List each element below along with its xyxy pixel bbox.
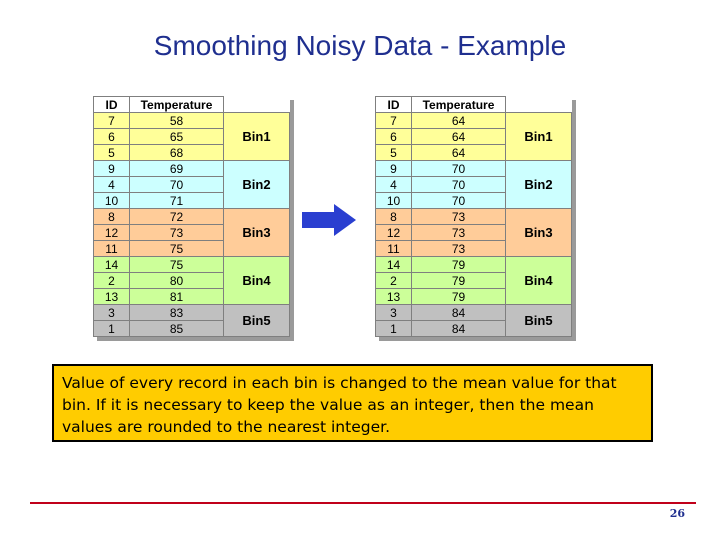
- cell-id: 6: [376, 129, 412, 145]
- cell-temperature: 73: [412, 225, 506, 241]
- cell-id: 12: [94, 225, 130, 241]
- header-id: ID: [94, 97, 130, 113]
- cell-bin-label: Bin2: [506, 161, 572, 209]
- table-row: [94, 305, 290, 321]
- table-row: [376, 257, 572, 273]
- cell-temperature: 73: [130, 225, 224, 241]
- cell-temperature: 75: [130, 257, 224, 273]
- cell-id: 11: [94, 241, 130, 257]
- cell-id: 2: [94, 273, 130, 289]
- cell-id: 7: [376, 113, 412, 129]
- cell-id: 6: [94, 129, 130, 145]
- header-temperature: Temperature: [412, 97, 506, 113]
- page-number: 26: [669, 507, 685, 520]
- cell-temperature: 83: [130, 305, 224, 321]
- cell-id: 8: [376, 209, 412, 225]
- cell-bin-label: Bin1: [224, 113, 290, 161]
- cell-id: 1: [376, 321, 412, 337]
- cell-temperature: 80: [130, 273, 224, 289]
- cell-temperature: 84: [412, 321, 506, 337]
- cell-id: 9: [94, 161, 130, 177]
- header-bin: [224, 97, 290, 113]
- cell-bin-label: Bin4: [224, 257, 290, 305]
- cell-id: 2: [376, 273, 412, 289]
- cell-temperature: 72: [130, 209, 224, 225]
- table-row: [376, 305, 572, 321]
- cell-temperature: 81: [130, 289, 224, 305]
- table-header-row: [94, 97, 290, 113]
- cell-id: 5: [94, 145, 130, 161]
- cell-id: 1: [94, 321, 130, 337]
- cell-temperature: 64: [412, 129, 506, 145]
- cell-bin-label: Bin5: [224, 305, 290, 337]
- cell-temperature: 73: [412, 209, 506, 225]
- cell-id: 13: [376, 289, 412, 305]
- right-arrow-icon: [300, 203, 358, 237]
- cell-temperature: 75: [130, 241, 224, 257]
- cell-bin-label: Bin1: [506, 113, 572, 161]
- cell-temperature: 68: [130, 145, 224, 161]
- cell-temperature: 65: [130, 129, 224, 145]
- table-row: [94, 257, 290, 273]
- cell-bin-label: Bin4: [506, 257, 572, 305]
- cell-id: 13: [94, 289, 130, 305]
- table-row: [376, 161, 572, 177]
- cell-bin-label: Bin2: [224, 161, 290, 209]
- cell-id: 3: [376, 305, 412, 321]
- header-id: ID: [376, 97, 412, 113]
- cell-id: 8: [94, 209, 130, 225]
- header-bin: [506, 97, 572, 113]
- table-header-row: [376, 97, 572, 113]
- cell-id: 12: [376, 225, 412, 241]
- cell-id: 10: [376, 193, 412, 209]
- cell-bin-label: Bin3: [224, 209, 290, 257]
- table-smoothed-values: [375, 96, 572, 337]
- cell-id: 14: [376, 257, 412, 273]
- cell-temperature: 64: [412, 145, 506, 161]
- cell-temperature: 70: [412, 193, 506, 209]
- cell-temperature: 58: [130, 113, 224, 129]
- explanation-note: Value of every record in each bin is changed to the mean value for that bin. If it is necessary to keep the value as an integer, then the mean values are rounded to the nearest integer.: [52, 364, 653, 442]
- cell-id: 3: [94, 305, 130, 321]
- table-row: [94, 161, 290, 177]
- cell-id: 11: [376, 241, 412, 257]
- cell-temperature: 64: [412, 113, 506, 129]
- cell-temperature: 73: [412, 241, 506, 257]
- cell-temperature: 70: [412, 177, 506, 193]
- cell-temperature: 71: [130, 193, 224, 209]
- cell-bin-label: Bin5: [506, 305, 572, 337]
- cell-temperature: 79: [412, 273, 506, 289]
- cell-temperature: 84: [412, 305, 506, 321]
- table-original-values: [93, 96, 290, 337]
- table-row: [376, 113, 572, 129]
- cell-id: 5: [376, 145, 412, 161]
- cell-id: 10: [94, 193, 130, 209]
- table-row: [94, 113, 290, 129]
- cell-id: 14: [94, 257, 130, 273]
- slide-title: Smoothing Noisy Data - Example: [153, 30, 567, 61]
- cell-temperature: 69: [130, 161, 224, 177]
- cell-temperature: 79: [412, 289, 506, 305]
- footer-divider: [30, 502, 696, 504]
- cell-temperature: 85: [130, 321, 224, 337]
- cell-id: 9: [376, 161, 412, 177]
- header-temperature: Temperature: [130, 97, 224, 113]
- cell-temperature: 70: [412, 161, 506, 177]
- cell-temperature: 70: [130, 177, 224, 193]
- table-row: [376, 209, 572, 225]
- cell-id: 7: [94, 113, 130, 129]
- cell-temperature: 79: [412, 257, 506, 273]
- table-row: [94, 209, 290, 225]
- cell-id: 4: [376, 177, 412, 193]
- cell-bin-label: Bin3: [506, 209, 572, 257]
- cell-id: 4: [94, 177, 130, 193]
